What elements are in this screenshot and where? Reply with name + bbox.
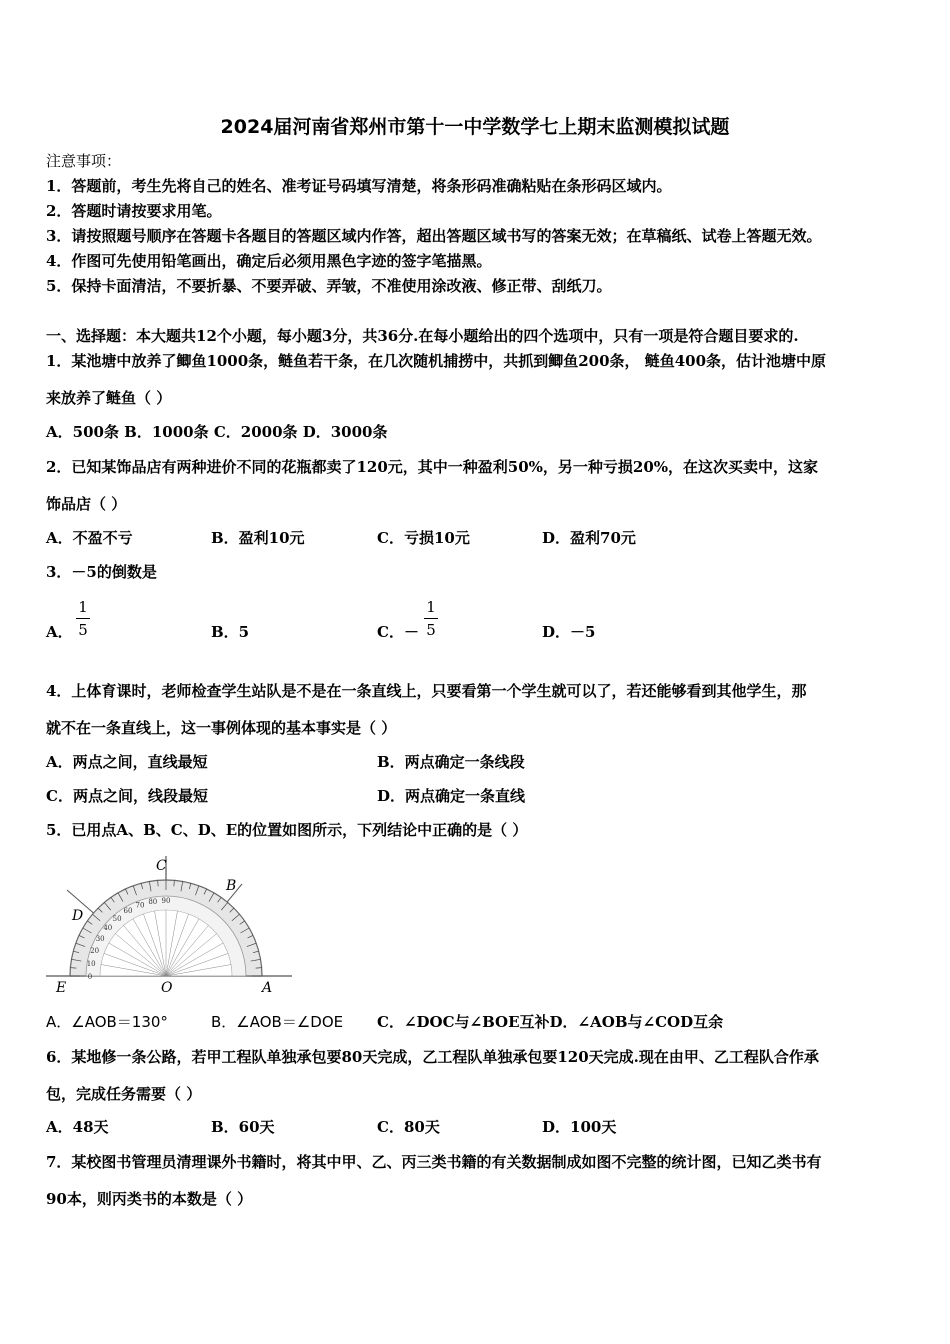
question-6-stem-cont: 包，完成任务需要（ ） [46, 1085, 202, 1103]
question-4-option-b: B．两点确定一条线段 [377, 753, 525, 771]
point-label-B: B [226, 878, 237, 894]
note-item: 5．保持卡面清洁，不要折暴、不要弄破、弄皱，不准使用涂改液、修正带、刮纸刀。 [46, 277, 612, 295]
question-2-stem-cont: 饰品店（ ） [46, 495, 127, 513]
fraction-numerator: 1 [78, 598, 88, 616]
question-3-option-c: C．－ [377, 623, 419, 641]
protractor-scale-label: 60 [123, 907, 133, 916]
point-label-D: D [72, 908, 84, 924]
question-6-option-a: A．48天 [46, 1118, 109, 1136]
protractor-scale-label: 30 [95, 935, 105, 943]
question-3-option-b: B．5 [211, 623, 250, 641]
protractor-figure [42, 850, 302, 1000]
question-6-option-d: D．100天 [542, 1118, 617, 1136]
protractor-scale-label: 80 [148, 898, 158, 907]
point-label-E: E [56, 980, 67, 996]
page-title: 2024届河南省郑州市第十一中学数学七上期末监测模拟试题 [220, 116, 730, 138]
question-4-stem-cont: 就不在一条直线上，这一事例体现的基本事实是（ ） [46, 719, 397, 737]
question-2-option-a: A．不盈不亏 [46, 529, 133, 547]
fraction-bar [76, 618, 90, 619]
protractor-scale-label: 40 [103, 924, 113, 933]
question-3-option-d: D．－5 [542, 623, 596, 641]
protractor-scale-label: 50 [112, 914, 122, 923]
protractor-scale-label: 90 [161, 897, 171, 905]
question-4-option-d: D．两点确定一条直线 [377, 787, 526, 805]
fraction-bar [424, 618, 438, 619]
question-1-stem: 1．某池塘中放养了鲫鱼1000条，鲢鱼若干条，在几次随机捕捞中，共抓到鲫鱼200条， 鲢鱼400条，估计池塘中原 [46, 352, 827, 370]
fraction-denominator: 5 [78, 621, 88, 639]
protractor-scale-label: 0 [87, 973, 93, 981]
note-item: 2．答题时请按要求用笔。 [46, 202, 222, 220]
protractor-scale-label: 20 [90, 947, 100, 956]
question-3-option-a: A． [46, 623, 73, 641]
question-3-stem: 3．－5的倒数是 [46, 563, 157, 581]
point-label-O: O [161, 980, 173, 996]
question-4-stem: 4．上体育课时，老师检查学生站队是不是在一条直线上，只要看第一个学生就可以了，若还能够看到其他学生，那 [46, 682, 807, 700]
point-label-C: C [156, 858, 167, 874]
question-1-options: A．500条 B．1000条 C．2000条 D．3000条 [46, 423, 388, 441]
question-2-stem: 2．已知某饰品店有两种进价不同的花瓶都卖了120元，其中一种盈利50%，另一种亏损20%，在这次买卖中，这家 [46, 458, 819, 476]
note-item: 1．答题前，考生先将自己的姓名、准考证号码填写清楚，将条形码准确粘贴在条形码区域内。 [46, 177, 672, 195]
point-label-A: A [262, 980, 273, 996]
question-4-option-a: A．两点之间，直线最短 [46, 753, 208, 771]
note-item: 4．作图可先使用铅笔画出，确定后必须用黑色字迹的签字笔描黑。 [46, 252, 492, 270]
question-1-stem-cont: 来放养了鲢鱼（ ） [46, 389, 172, 407]
fraction-denominator: 5 [426, 621, 436, 639]
question-2-option-c: C．亏损10元 [377, 529, 470, 547]
note-item: 3．请按照题号顺序在答题卡各题目的答题区域内作答，超出答题区域书写的答案无效；在草稿纸、试卷上答题无效。 [46, 227, 822, 245]
protractor-scale-label: 10 [86, 959, 96, 968]
question-7-stem: 7．某校图书管理员清理课外书籍时，将其中甲、乙、丙三类书籍的有关数据制成如图不完整的统计图，已知乙类书有 [46, 1153, 822, 1171]
question-5-option-a: A．∠AOB＝130° [46, 1013, 168, 1031]
notes-heading: 注意事项： [46, 152, 122, 170]
question-4-option-c: C．两点之间，线段最短 [46, 787, 208, 805]
question-7-stem-cont: 90本，则丙类书的本数是（ ） [46, 1190, 253, 1208]
fraction-one-fifth [424, 598, 438, 639]
protractor-scale-label: 70 [135, 901, 145, 910]
question-6-option-c: C．80天 [377, 1118, 440, 1136]
question-6-option-b: B．60天 [211, 1118, 275, 1136]
section-heading: 一、选择题：本大题共12个小题，每小题3分，共36分.在每小题给出的四个选项中，只有一项是符合题目要求的. [46, 327, 799, 345]
fraction-one-fifth [76, 598, 90, 639]
question-5-option-c: C．∠DOC与∠BOE互补D．∠AOB与∠COD互余 [377, 1013, 724, 1031]
question-5-option-b: B．∠AOB＝∠DOE [211, 1013, 344, 1031]
fraction-numerator: 1 [426, 598, 436, 616]
question-2-option-b: B．盈利10元 [211, 529, 305, 547]
question-2-option-d: D．盈利70元 [542, 529, 636, 547]
question-6-stem: 6．某地修一条公路，若甲工程队单独承包要80天完成，乙工程队单独承包要120天完成.现在由甲、乙工程队合作承 [46, 1048, 819, 1066]
question-5-stem: 5．已用点A、B、C、D、E的位置如图所示，下列结论中正确的是（ ） [46, 821, 528, 839]
